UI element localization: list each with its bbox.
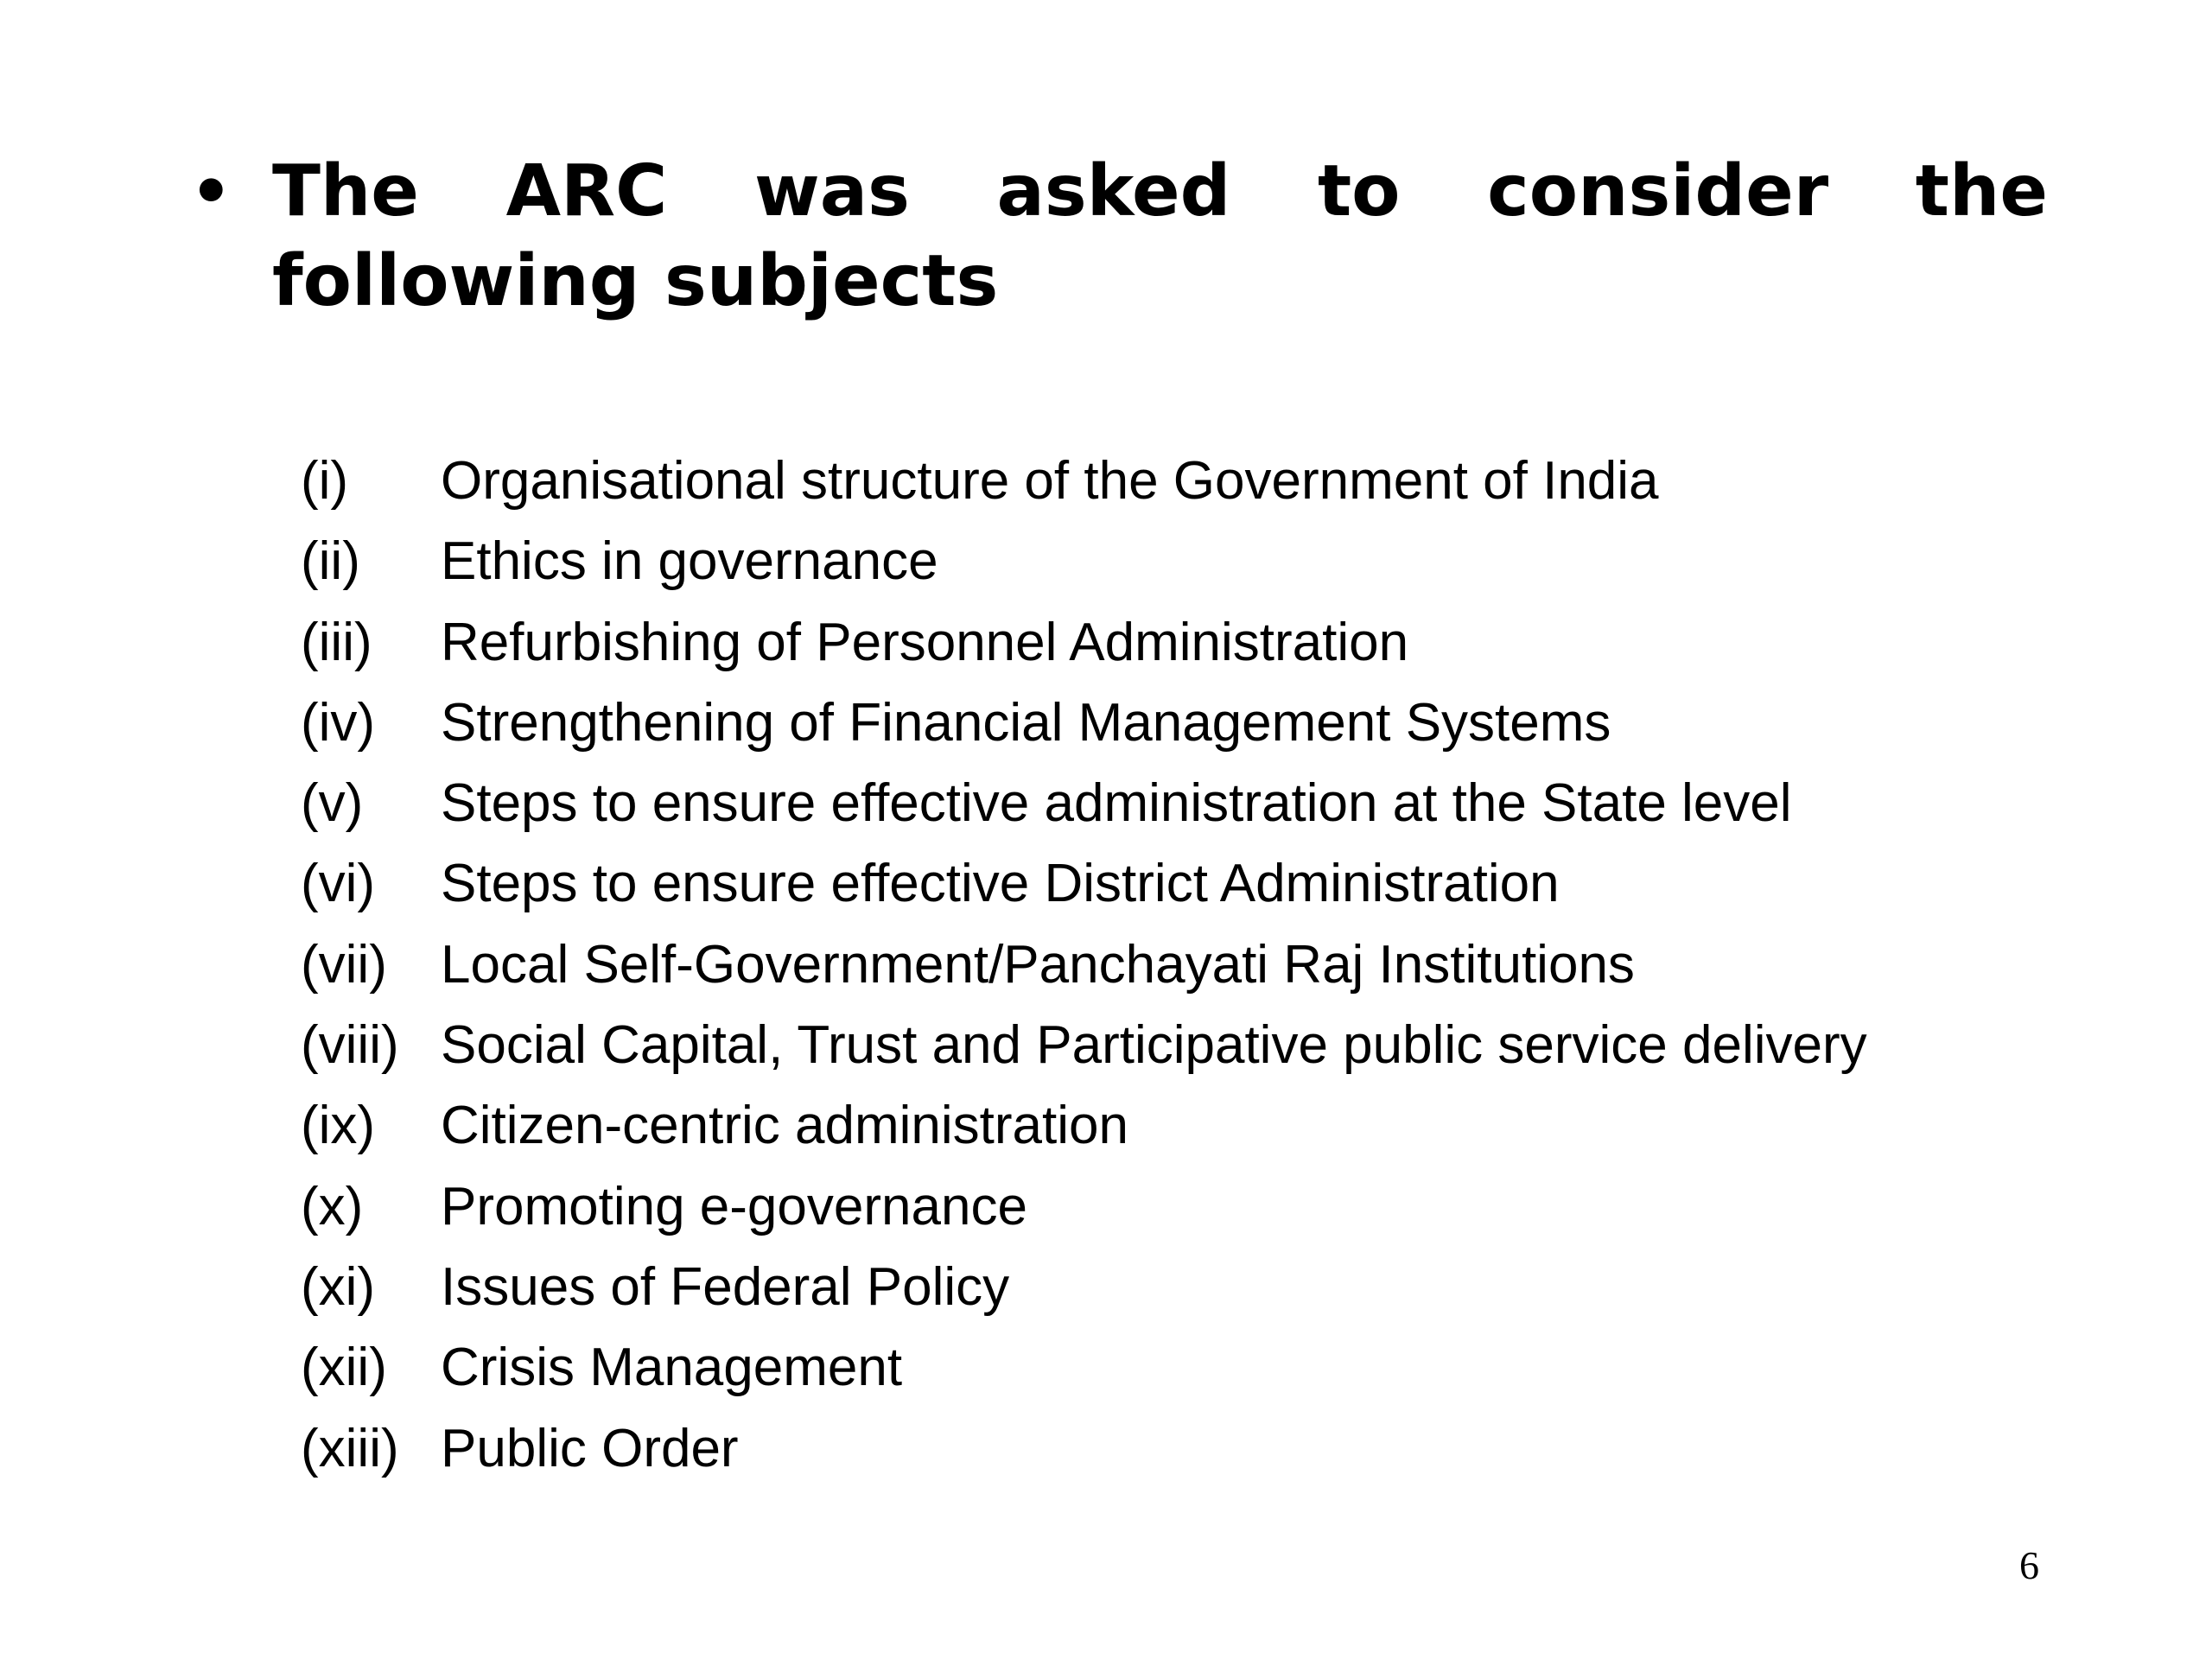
list-item-text: Refurbishing of Personnel Administration	[441, 612, 1409, 672]
list-item-number: (ix)	[301, 1096, 376, 1156]
list-item-number: (x)	[301, 1176, 364, 1236]
list-item-text: Local Self-Government/Panchayati Raj Institutions	[441, 934, 1635, 995]
page-number: 6	[2019, 1543, 2039, 1587]
list-item-text: Social Capital, Trust and Participative public service delivery	[441, 1015, 1867, 1076]
list-item-number: (xii)	[301, 1338, 387, 1398]
slide-heading	[272, 147, 2048, 327]
list-item-number: (vi)	[301, 854, 376, 914]
list-item-number: (xi)	[301, 1256, 376, 1317]
list-item-text: Public Order	[441, 1418, 739, 1478]
list-item-text: Promoting e-governance	[441, 1176, 1027, 1236]
list-item-number: (viii)	[301, 1015, 399, 1076]
list-item-text: Organisational structure of the Government of India	[441, 451, 1659, 511]
list-item-number: (xiii)	[301, 1418, 399, 1478]
bullet-marker: •	[190, 153, 232, 230]
list-item-number: (iv)	[301, 692, 376, 753]
slide-heading-line-2: following subjects	[272, 240, 999, 322]
list-item-number: (iii)	[301, 612, 372, 672]
slide-heading-line-1: The ARC was asked to consider the	[272, 150, 2048, 232]
list-item-number: (v)	[301, 773, 364, 834]
list-item-text: Issues of Federal Policy	[441, 1256, 1010, 1317]
list-item-text: Steps to ensure effective District Administration	[441, 854, 1560, 914]
list-item-text: Steps to ensure effective administration at the State level	[441, 773, 1792, 834]
list-item-text: Citizen-centric administration	[441, 1096, 1128, 1156]
list-item-text: Ethics in governance	[441, 531, 938, 592]
list-item-text: Crisis Management	[441, 1338, 903, 1398]
list-item-number: (vii)	[301, 934, 387, 995]
list-item-number: (ii)	[301, 531, 360, 592]
list-item-number: (i)	[301, 451, 349, 511]
list-item-text: Strengthening of Financial Management Systems	[441, 692, 1611, 753]
